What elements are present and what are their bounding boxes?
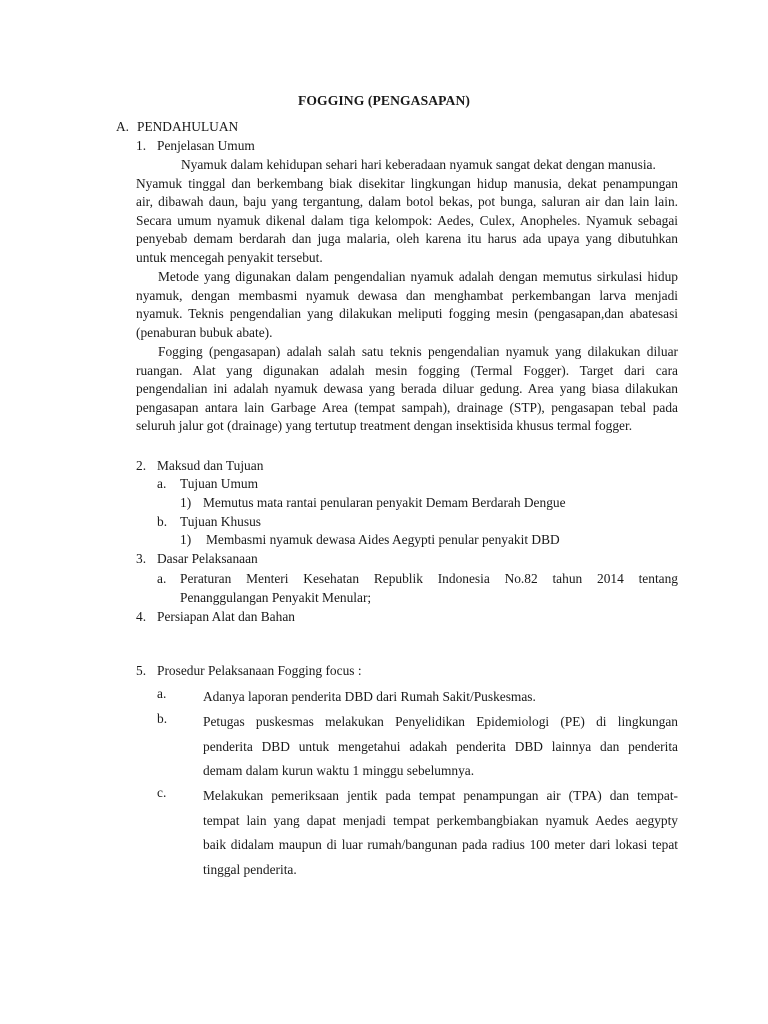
paragraph-1-line: Secara umum nyamuk dikenal dalam tiga kelompok: Aedes, Culex, Anopheles. Nyamuk sebagai [136, 212, 678, 228]
paragraph-3-line: Fogging (pengasapan) adalah salah satu teknis pengendalian nyamuk yang dilakukan diluar [158, 344, 678, 359]
item3-label: 3. [136, 551, 147, 566]
step-b-text [203, 710, 678, 784]
item2-a1-label: 1) [180, 495, 192, 510]
step-b-line: Petugas puskesmas melakukan Penyelidikan Epidemiologi (PE) di lingkungan [203, 714, 678, 729]
paragraph-2-line: nyamuk, dengan membasmi nyamuk dewasa dan menghambat perkembangan larva menjadi [136, 287, 678, 303]
step-b-line: penderita DBD untuk mengetahui adakah penderita DBD lainnya dan penderita [203, 738, 678, 754]
step-c-text [203, 784, 678, 882]
item2-a-title: Tujuan Umum [180, 476, 259, 491]
paragraph-3-line: seluruh jalur got (drainage) yang tertutup treatment dengan insektisida khusus termal fogger. [136, 418, 633, 434]
item2-b-label: b. [157, 514, 168, 529]
item2-a1-text: Memutus mata rantai penularan penyakit Demam Berdarah Dengue [203, 495, 566, 510]
paragraph-3-line: pengasapan antara lain Garbage Area (tempat sampah), drainage (STP), pengasapan tebal pada [136, 399, 678, 415]
paragraph-2 [136, 268, 678, 342]
paragraph-1-line: Nyamuk tinggal dan berkembang biak disekitar lingkungan hidup manusia, dekat penampungan [136, 175, 678, 191]
item3-a-line: Penanggulangan Penyakit Menular; [180, 589, 372, 605]
item2-b1-label: 1) [180, 532, 192, 547]
paragraph-2-line: Metode yang digunakan dalam pengendalian nyamuk adalah dengan memutus sirkulasi hidup [158, 269, 678, 284]
item1-title: Penjelasan Umum [157, 138, 255, 153]
document-title: FOGGING (PENGASAPAN) [297, 93, 471, 108]
step-a-line: Adanya laporan penderita DBD dari Rumah Sakit/Puskesmas. [203, 689, 536, 704]
section-a-title: PENDAHULUAN [137, 119, 239, 134]
paragraph-1-line: Nyamuk dalam kehidupan sehari hari keberadaan nyamuk sangat dekat dengan manusia. [181, 157, 656, 172]
step-b-label: b. [157, 711, 168, 726]
item5-label: 5. [136, 663, 147, 678]
step-c-line: Melakukan pemeriksaan jentik pada tempat penampungan air (TPA) dan tempat- [203, 788, 678, 803]
item2-b-title: Tujuan Khusus [180, 514, 261, 529]
section-a-label: A. [116, 119, 130, 134]
step-a-label: a. [157, 686, 167, 701]
item3-a-text [180, 570, 678, 607]
item2-label: 2. [136, 458, 147, 473]
item3-title: Dasar Pelaksanaan [157, 551, 258, 566]
item2-b1-text: Membasmi nyamuk dewasa Aides Aegypti penular penyakit DBD [206, 532, 560, 547]
item4-label: 4. [136, 609, 147, 624]
item5-title: Prosedur Pelaksanaan Fogging focus : [157, 663, 362, 678]
item3-a-line: Peraturan Menteri Kesehatan Republik Indonesia No.82 tahun 2014 tentang [180, 571, 678, 586]
paragraph-1 [136, 156, 678, 268]
step-b-line: demam dalam kurun waktu 1 minggu sebelumnya. [203, 763, 475, 779]
item3-a-label: a. [157, 571, 167, 586]
paragraph-2-line: (penaburan bubuk abate). [136, 324, 273, 340]
paragraph-1-line: air, dibawah daun, baju yang tergantung, dalam botol bekas, pot bunga, saluran air dan lain lain. [136, 194, 678, 210]
step-c-label: c. [157, 785, 167, 800]
step-c-line: tempat lain yang dapat menjadi tempat perkembangbiakan nyamuk Aedes aegypty [203, 812, 678, 828]
paragraph-3-line: pengendalian ini adalah nyamuk dewasa yang berada diluar gedung. Area yang biasa dilakukan [136, 381, 678, 397]
item2-a-label: a. [157, 476, 167, 491]
item2-title: Maksud dan Tujuan [157, 458, 264, 473]
step-c-line: tinggal penderita. [203, 861, 297, 877]
paragraph-3 [136, 343, 678, 436]
paragraph-2-line: nyamuk. Teknis pengendalian yang dilakukan meliputi fogging mesin (pengasapan,dan abatesasi [136, 306, 678, 322]
paragraph-3-line: ruangan. Alat yang digunakan adalah mesin fogging (Termal Fogger). Target dari cara [136, 362, 678, 378]
item1-label: 1. [136, 138, 147, 153]
paragraph-1-line: penyebab demam berdarah dan juga malaria, oleh karena itu harus ada upaya yang dibutuhkan [136, 231, 678, 247]
step-a-text [203, 685, 678, 710]
paragraph-1-line: untuk mencegah penyakit tersebut. [136, 249, 323, 265]
item4-title: Persiapan Alat dan Bahan [157, 609, 295, 624]
step-c-line: baik didalam maupun di luar rumah/bangunan pada radius 100 meter dari lokasi tepat [203, 837, 678, 853]
